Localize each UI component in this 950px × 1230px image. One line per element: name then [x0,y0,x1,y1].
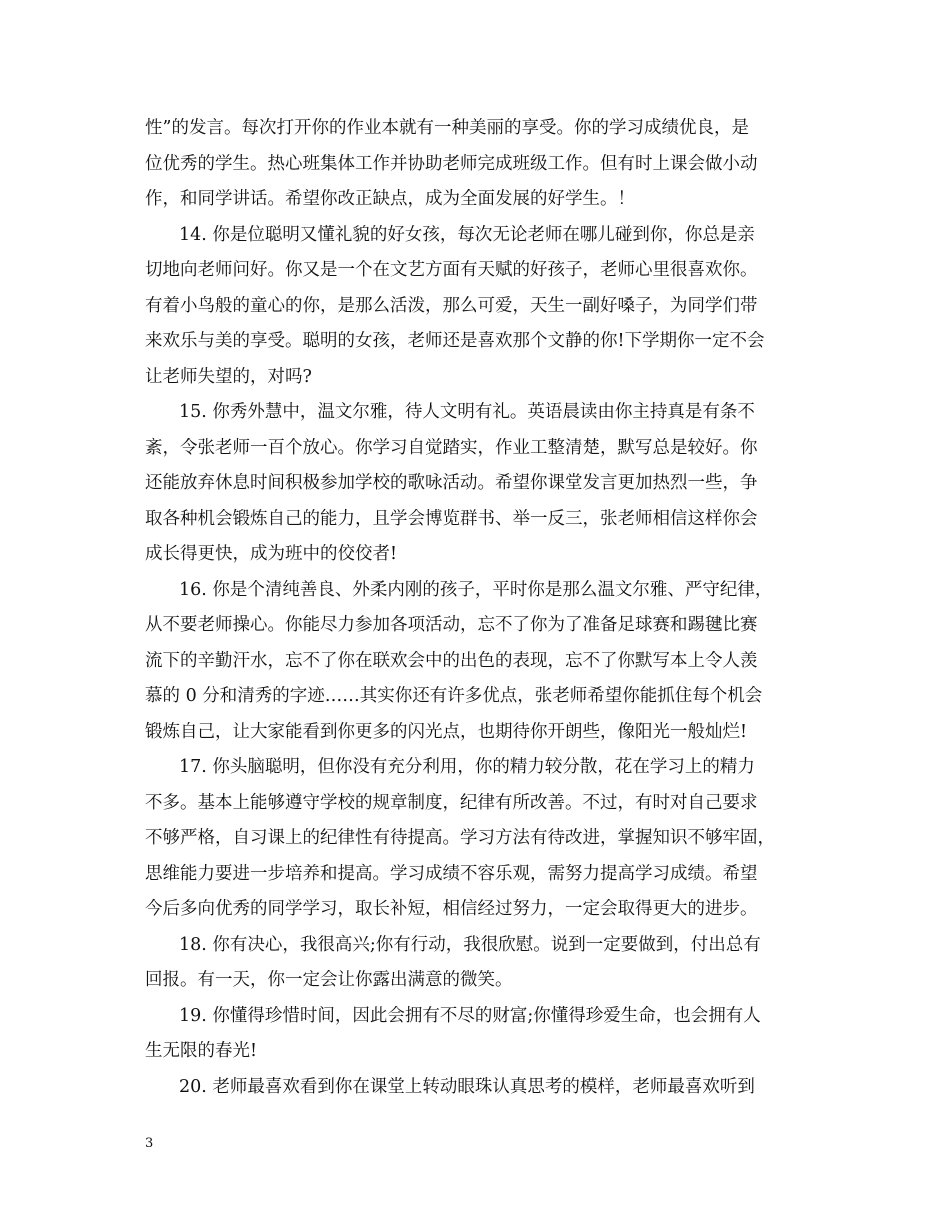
text-line: 18. 你有决心，我很高兴;你有行动，我很欣慰。说到一定要做到，付出总有 [179,934,761,955]
text-line: 不多。基本上能够遵守学校的规章制度，纪律有所改善。不过，有时对自己要求 [145,792,758,813]
text-line: 作，和同学讲话。希望你改正缺点，成为全面发展的好学生。！ [145,189,635,209]
text-line: 性”的发言。每次打开你的作业本就有一种美丽的享受。你的学习成绩优良，是 [145,118,749,138]
text-line: 15. 你秀外慧中，温文尔雅，待人文明有礼。英语晨读由你主持真是有条不 [179,402,755,422]
text-line: 17. 你头脑聪明，但你没有充分利用，你的精力较分散，花在学习上的精力 [179,757,755,777]
text-line: 锻炼自己，让大家能看到你更多的闪光点，也期待你开朗些，像阳光一般灿烂! [145,721,748,742]
text-line: 回报。有一天，你一定会让你露出满意的微笑。 [145,970,513,990]
text-line: 来欢乐与美的享受。聪明的女孩，老师还是喜欢那个文静的你!下学期你一定不会 [145,331,765,351]
text-line: 20. 老师最喜欢看到你在课堂上转动眼珠认真思考的模样，老师最喜欢听到 [179,1076,755,1097]
text-line: 从不要老师操心。你能尽力参加各项活动，忘不了你为了准备足球赛和踢毽比赛 [145,615,758,635]
text-line: 切地向老师问好。你又是一个在文艺方面有天赋的好孩子，老师心里很喜欢你。 [145,260,758,280]
text-line: 14. 你是位聪明又懂礼貌的好女孩，每次无论老师在哪儿碰到你，你总是亲 [179,224,755,245]
text-line: 今后多向优秀的同学学习，取长补短，相信经过努力，一定会取得更大的进步。 [145,899,758,919]
text-line: 生无限的春光! [145,1041,258,1061]
text-line: 慕的 0 分和清秀的字迹……其实你还有许多优点，张老师希望你能抓住每个机会 [145,686,763,706]
text-line: 19. 你懂得珍惜时间，因此会拥有不尽的财富;你懂得珍爱生命，也会拥有人 [179,1005,761,1026]
text-line: 思维能力要进一步培养和提高。学习成绩不容乐观，需努力提高学习成绩。希望 [145,863,758,884]
text-line: 不够严格，自习课上的纪律性有待提高。学习方法有待改进，掌握知识不够牢固， [145,828,775,848]
text-line: 位优秀的学生。热心班集体工作并协助老师完成班级工作。但有时上课会做小动 [145,153,758,174]
text-line: 让老师失望的，对吗? [145,366,312,387]
text-line: 紊，令张老师一百个放心。你学习自觉踏实，作业工整清楚，默写总是较好。你 [145,437,758,458]
text-line: 有着小鸟般的童心的你，是那么活泼，那么可爱，天生一副好嗓子，为同学们带 [145,295,758,316]
page-number: 3 [145,1136,154,1151]
text-line: 还能放弃休息时间积极参加学校的歌咏活动。希望你课堂发言更加热烈一些，争 [145,473,758,493]
text-line: 流下的辛勤汗水，忘不了你在联欢会中的出色的表现，忘不了你默写本上令人羡 [145,650,758,671]
document-body [145,111,829,1105]
text-line: 成长得更快，成为班中的佼佼者! [145,544,398,564]
text-line: 取各种机会锻炼自己的能力，且学会博览群书、举一反三，张老师相信这样你会 [145,508,758,529]
text-line: 16. 你是个清纯善良、外柔内刚的孩子，平时你是那么温文尔雅、严守纪律， [179,579,773,600]
